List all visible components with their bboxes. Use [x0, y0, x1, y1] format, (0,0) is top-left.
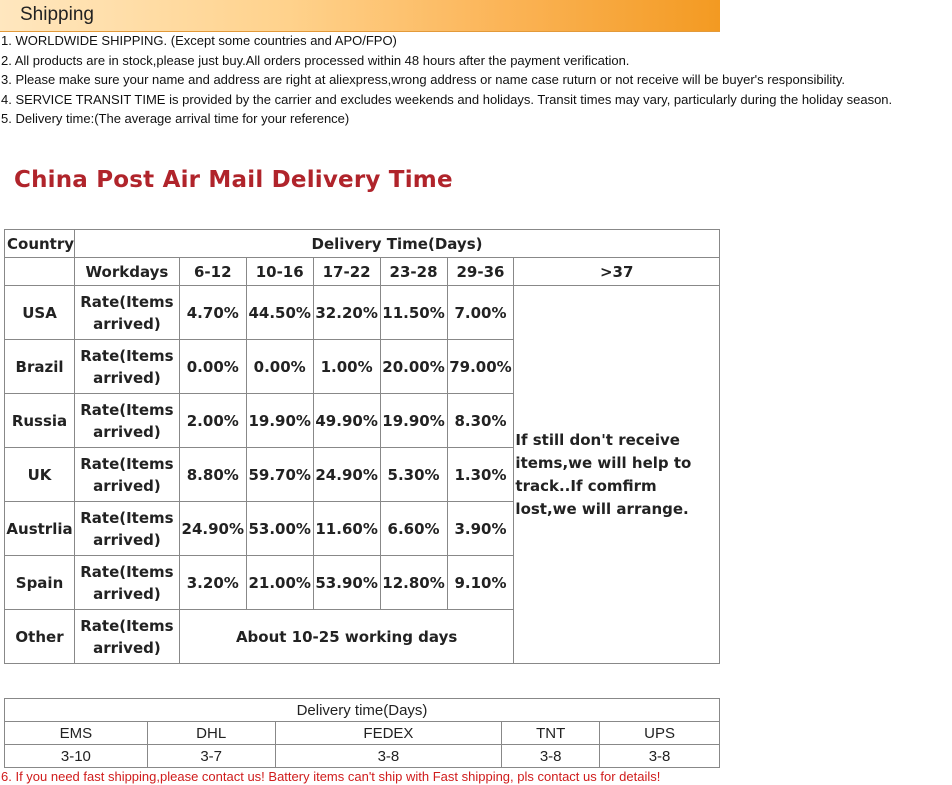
value-cell: 20.00%	[380, 340, 447, 394]
note-4: 4. SERVICE TRANSIT TIME is provided by the carrier and excludes weekends and holidays. Transit times may vary, particularly during the holiday season.	[1, 91, 893, 107]
tracking-note: If still don't receive items,we will help to track..If comfirm lost,we will arrange.	[514, 286, 720, 664]
value-cell: 8.80%	[179, 448, 246, 502]
range-10-16: 10-16	[246, 258, 313, 286]
value-cell: 1.00%	[313, 340, 380, 394]
value-cell: 19.90%	[246, 394, 313, 448]
table-row	[5, 286, 720, 340]
range-17-22: 17-22	[313, 258, 380, 286]
value-cell: 6.60%	[380, 502, 447, 556]
value-cell: 4.70%	[179, 286, 246, 340]
value-cell: 79.00%	[447, 340, 514, 394]
note-1: 1. WORLDWIDE SHIPPING. (Except some countries and APO/FPO)	[1, 33, 397, 48]
note-3: 3. Please make sure your name and address are right at aliexpress,wrong address or name case ruturn or not receive will be buyer's responsibility.	[1, 72, 846, 87]
delivery-time-header: Delivery Time(Days)	[75, 230, 720, 258]
value-cell: 59.70%	[246, 448, 313, 502]
other-delivery-text: About 10-25 working days	[179, 610, 514, 664]
country-header: Country	[5, 230, 75, 258]
express-header: Delivery time(Days)	[5, 699, 720, 722]
china-post-title: China Post Air Mail Delivery Time	[14, 167, 453, 193]
carrier-tnt: TNT	[502, 722, 600, 745]
value-cell: 1.30%	[447, 448, 514, 502]
value-cell: 0.00%	[179, 340, 246, 394]
range-6-12: 6-12	[179, 258, 246, 286]
value-cell: 9.10%	[447, 556, 514, 610]
empty-cell	[5, 258, 75, 286]
fast-shipping-note: 6. If you need fast shipping,please contact us! Battery items can't ship with Fast shipping, pls contact us for details!	[1, 769, 661, 784]
rate-label: Rate(Items arrived)	[75, 610, 180, 664]
value-cell: 0.00%	[246, 340, 313, 394]
value-cell: 2.00%	[179, 394, 246, 448]
value-cell: 24.90%	[313, 448, 380, 502]
country-cell: Brazil	[5, 340, 75, 394]
range-23-28: 23-28	[380, 258, 447, 286]
carrier-ems: EMS	[5, 722, 148, 745]
country-cell: UK	[5, 448, 75, 502]
time-ems: 3-10	[5, 745, 148, 768]
value-cell: 49.90%	[313, 394, 380, 448]
time-ups: 3-8	[600, 745, 720, 768]
value-cell: 53.00%	[246, 502, 313, 556]
country-cell: USA	[5, 286, 75, 340]
note-5: 5. Delivery time:(The average arrival time for your reference)	[1, 111, 350, 126]
note-2: 2. All products are in stock,please just buy.All orders processed within 48 hours after the payment verification.	[1, 52, 630, 68]
value-cell: 7.00%	[447, 286, 514, 340]
rate-label: Rate(Items arrived)	[75, 448, 180, 502]
time-tnt: 3-8	[502, 745, 600, 768]
value-cell: 44.50%	[246, 286, 313, 340]
value-cell: 11.50%	[380, 286, 447, 340]
range-29-36: 29-36	[447, 258, 514, 286]
value-cell: 19.90%	[380, 394, 447, 448]
banner-title: Shipping	[20, 4, 94, 25]
value-cell: 11.60%	[313, 502, 380, 556]
value-cell: 53.90%	[313, 556, 380, 610]
time-dhl: 3-7	[147, 745, 275, 768]
carrier-ups: UPS	[600, 722, 720, 745]
country-cell: Other	[5, 610, 75, 664]
country-cell: Spain	[5, 556, 75, 610]
value-cell: 3.20%	[179, 556, 246, 610]
rate-label: Rate(Items arrived)	[75, 340, 180, 394]
country-cell: Austrlia	[5, 502, 75, 556]
shipping-notes	[1, 31, 941, 129]
carrier-dhl: DHL	[147, 722, 275, 745]
value-cell: 24.90%	[179, 502, 246, 556]
rate-label: Rate(Items arrived)	[75, 556, 180, 610]
range-over-37: >37	[514, 258, 720, 286]
carrier-fedex: FEDEX	[275, 722, 502, 745]
value-cell: 5.30%	[380, 448, 447, 502]
shipping-banner	[0, 0, 720, 32]
china-post-table	[4, 229, 720, 664]
time-fedex: 3-8	[275, 745, 502, 768]
value-cell: 12.80%	[380, 556, 447, 610]
rate-label: Rate(Items arrived)	[75, 394, 180, 448]
rate-label: Rate(Items arrived)	[75, 286, 180, 340]
value-cell: 8.30%	[447, 394, 514, 448]
rate-label: Rate(Items arrived)	[75, 502, 180, 556]
value-cell: 32.20%	[313, 286, 380, 340]
country-cell: Russia	[5, 394, 75, 448]
workdays-label: Workdays	[75, 258, 180, 286]
express-table	[4, 698, 720, 768]
value-cell: 3.90%	[447, 502, 514, 556]
value-cell: 21.00%	[246, 556, 313, 610]
